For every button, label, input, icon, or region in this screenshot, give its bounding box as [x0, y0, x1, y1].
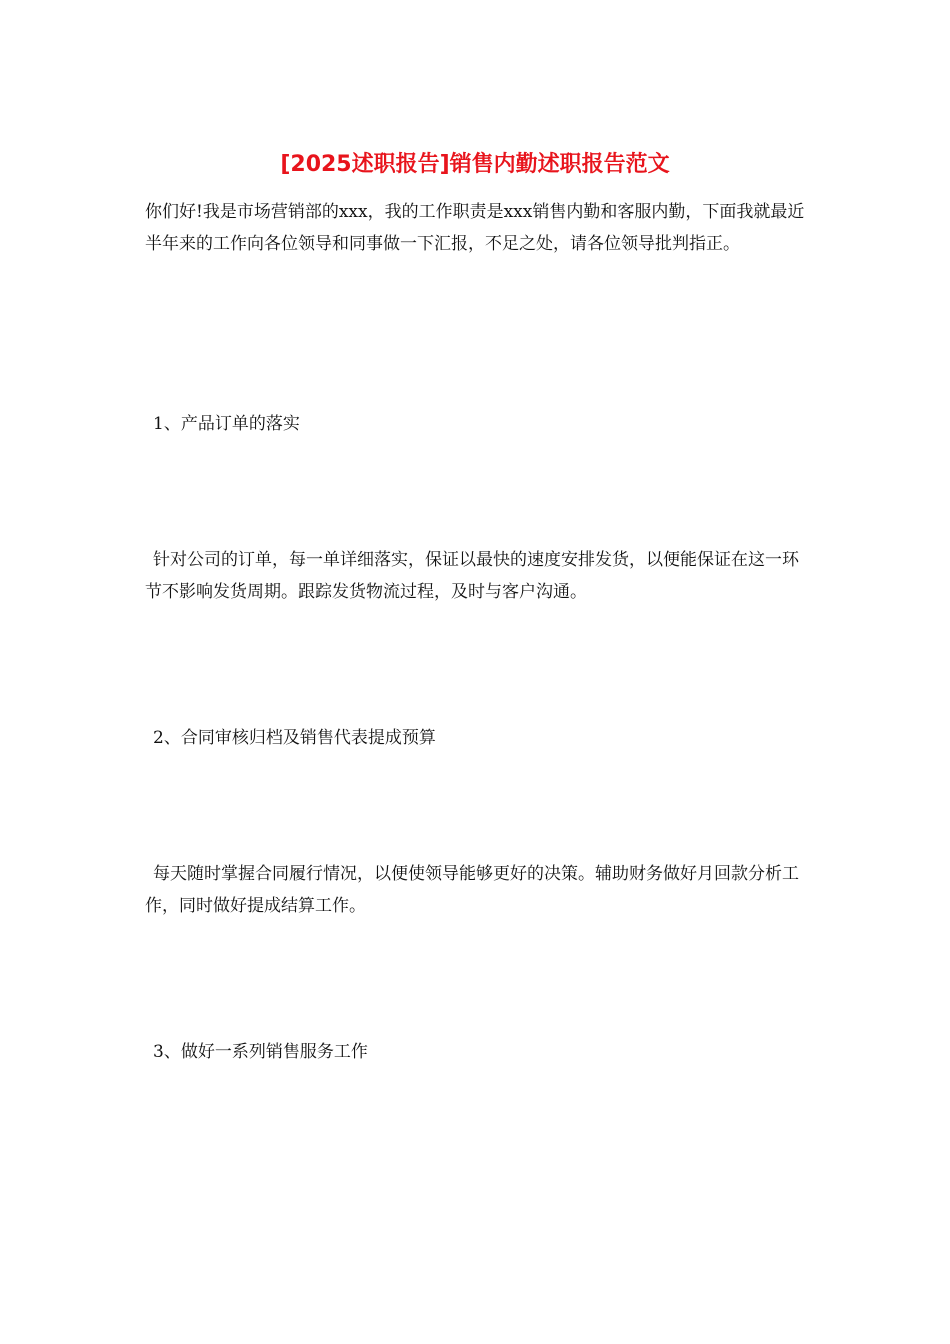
section-body-2: 每天随时掌握合同履行情况，以便使领导能够更好的决策。辅助财务做好月回款分析工作，同时做好提成结算工作。	[145, 864, 799, 916]
section-heading-2: 2、合同审核归档及销售代表提成预算	[153, 728, 436, 748]
section-body-1: 针对公司的订单，每一单详细落实，保证以最快的速度安排发货，以便能保证在这一环节不影响发货周期。跟踪发货物流过程，及时与客户沟通。	[145, 550, 799, 602]
section-heading-1: 1、产品订单的落实	[153, 414, 300, 434]
intro-paragraph: 你们好!我是市场营销部的xxx，我的工作职责是xxx销售内勤和客服内勤，下面我就最近半年来的工作向各位领导和同事做一下汇报，不足之处，请各位领导批判指正。	[145, 202, 805, 254]
section-heading-3: 3、做好一系列销售服务工作	[153, 1042, 368, 1062]
document-title: [2025述职报告]销售内勤述职报告范文	[280, 152, 670, 177]
